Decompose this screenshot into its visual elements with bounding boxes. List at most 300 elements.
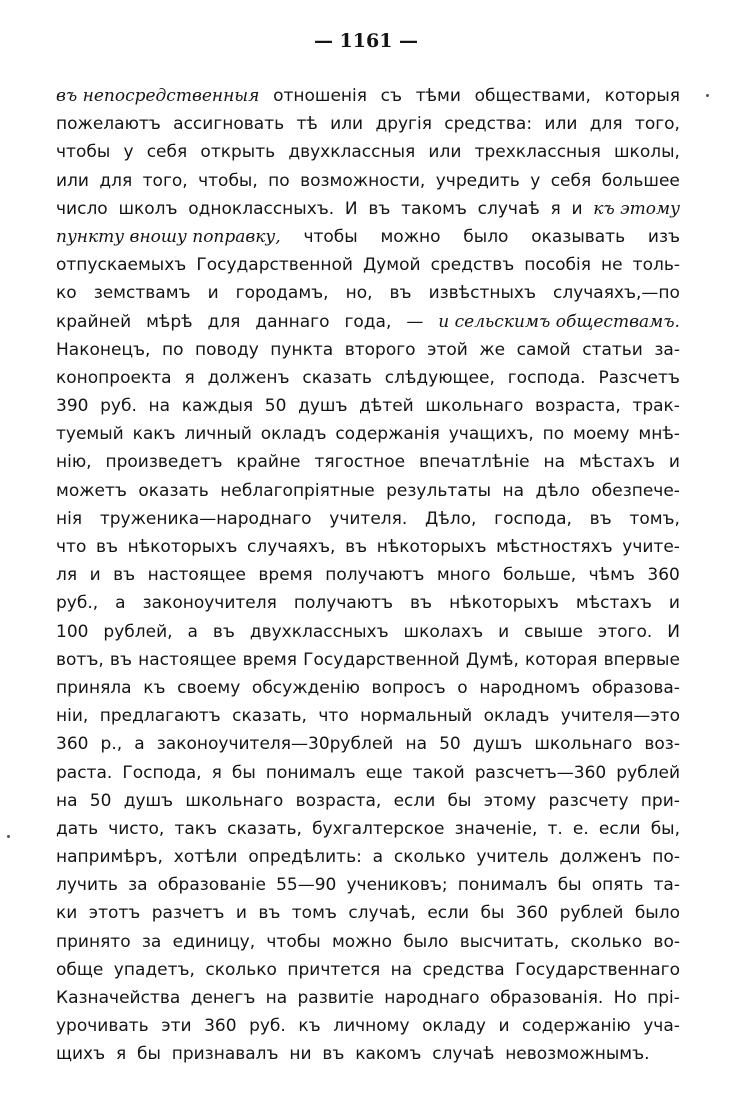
word: 360 xyxy=(515,903,549,924)
word: законоучителя—30рублей xyxy=(156,734,394,755)
word: второго xyxy=(344,339,416,360)
word: 360 xyxy=(56,734,89,755)
word: настоящее xyxy=(138,649,237,670)
word: пособія xyxy=(524,255,591,276)
word: тѣми xyxy=(415,86,461,106)
word: Государственнаго xyxy=(515,959,680,980)
body-text xyxy=(56,82,680,1069)
word: или xyxy=(56,170,89,191)
word: содержанія xyxy=(335,424,440,445)
word: извѣстныхъ xyxy=(428,283,536,304)
word: опять xyxy=(591,875,644,896)
word: бы xyxy=(137,1044,161,1065)
word: и xyxy=(207,283,219,304)
word: лучить xyxy=(56,875,118,896)
word: ніи, xyxy=(56,706,89,727)
word: чтобы xyxy=(266,931,321,952)
word: же xyxy=(479,339,506,360)
word: каждыя xyxy=(181,396,254,417)
word: результаты xyxy=(386,480,492,501)
word: больше, xyxy=(502,565,577,586)
word: сказать, xyxy=(227,818,302,839)
word: Дѣло, xyxy=(425,508,477,529)
word: настоящее xyxy=(147,565,246,586)
word: прі- xyxy=(647,988,680,1008)
word: что xyxy=(56,537,87,557)
word: возможности, xyxy=(300,170,426,191)
word: которая xyxy=(525,649,598,670)
word: въ xyxy=(258,903,281,924)
word: раста. xyxy=(56,762,113,783)
word: бы, xyxy=(650,818,680,839)
word: еще xyxy=(365,762,403,783)
word: мѣстахъ xyxy=(575,593,652,614)
word: для xyxy=(99,170,133,191)
word: ки xyxy=(56,903,78,924)
word: средства xyxy=(422,959,505,980)
word: себя xyxy=(146,142,188,163)
word: моему xyxy=(573,424,630,445)
word: уча- xyxy=(643,1016,680,1037)
word: дѣтей xyxy=(359,396,414,417)
word: этого. xyxy=(597,621,653,642)
word: томъ xyxy=(291,903,337,924)
word: учащихъ, xyxy=(448,424,534,445)
print-speck xyxy=(706,94,709,97)
word: упадетъ, xyxy=(113,959,195,980)
word: сколько xyxy=(393,847,466,868)
word: можетъ xyxy=(56,480,127,501)
word: нію, xyxy=(56,452,92,473)
word: обще xyxy=(56,959,104,980)
word: у xyxy=(530,170,541,191)
word: нія xyxy=(56,508,83,529)
word: школахъ xyxy=(403,621,484,642)
word: обществами, xyxy=(474,86,591,106)
word: по xyxy=(161,339,184,360)
word: тѣ xyxy=(296,114,318,135)
word: хотѣли xyxy=(173,847,238,868)
word: земствамъ xyxy=(93,283,191,304)
word: у xyxy=(123,142,134,163)
word: такомъ xyxy=(401,198,467,219)
word: для xyxy=(589,114,623,135)
text-line xyxy=(56,646,680,674)
word: бы xyxy=(480,903,505,924)
word: сказать xyxy=(302,367,372,388)
word: трехклассныя xyxy=(474,142,601,163)
word: можно xyxy=(380,226,441,247)
word: щихъ xyxy=(56,1044,106,1065)
word: или xyxy=(544,114,578,135)
word: крайней xyxy=(56,311,132,332)
word: развитіе xyxy=(297,988,374,1008)
text-line xyxy=(56,308,680,336)
page-number: — 1161 — xyxy=(313,30,419,52)
word: учителя—это xyxy=(560,706,680,727)
text-line xyxy=(56,223,680,251)
word: невозможнымъ. xyxy=(505,1044,650,1065)
word: личный xyxy=(184,424,252,445)
word: за- xyxy=(654,339,680,360)
word: свыше xyxy=(524,621,583,642)
word: бы xyxy=(447,790,472,811)
word: разчетъ xyxy=(151,903,225,924)
word: чтобы xyxy=(303,226,358,247)
word: двухклассныя xyxy=(288,142,416,163)
word: ля xyxy=(56,565,78,586)
word: я xyxy=(211,762,222,783)
word: себя xyxy=(550,170,592,191)
word: что xyxy=(318,706,349,727)
word: самой xyxy=(516,339,571,360)
word: Разсчетъ xyxy=(598,367,680,388)
text-line xyxy=(56,138,680,166)
word: такъ xyxy=(174,818,218,839)
word: одноклассныхъ. xyxy=(188,198,335,219)
word: во- xyxy=(653,931,680,952)
word: по xyxy=(542,424,565,445)
word: признавалъ xyxy=(171,1044,279,1065)
word: И xyxy=(344,198,358,219)
text-line xyxy=(56,702,680,730)
word: по xyxy=(268,170,290,191)
word: содержанію xyxy=(522,1016,631,1037)
word: приняла xyxy=(56,677,132,698)
word: на xyxy=(543,452,566,473)
word: было xyxy=(634,903,680,924)
word: труженика—народнаго xyxy=(99,508,312,529)
text-line xyxy=(56,1012,680,1040)
word: окладъ xyxy=(483,706,550,727)
word: пункту вношу поправку, xyxy=(56,226,281,247)
text-line xyxy=(56,871,680,899)
word: 360 xyxy=(204,1016,237,1037)
word: образованіе xyxy=(157,875,266,896)
text-line xyxy=(56,336,680,364)
word: случаѣ xyxy=(432,1044,495,1065)
word: туемый xyxy=(56,424,124,445)
word: Думѣ, xyxy=(465,649,519,670)
word: а xyxy=(115,593,126,614)
word: и xyxy=(668,452,680,473)
print-speck xyxy=(7,835,10,838)
word: о xyxy=(457,677,468,698)
word: рублей, xyxy=(103,621,173,642)
word: какомъ xyxy=(355,1044,422,1065)
word: въ xyxy=(95,537,118,557)
word: я xyxy=(184,367,195,388)
word: большее xyxy=(601,170,680,191)
word: съ xyxy=(380,86,403,106)
word: поводу xyxy=(195,339,259,360)
word: было xyxy=(463,226,509,247)
word: за xyxy=(141,931,162,952)
word: время xyxy=(258,565,313,586)
word: долженъ xyxy=(207,367,290,388)
word: не xyxy=(601,255,623,276)
word: двухклассныхъ xyxy=(249,621,389,642)
word: — xyxy=(406,311,424,332)
text-line xyxy=(56,787,680,815)
word: обезпече- xyxy=(591,480,680,501)
word: чтобы xyxy=(56,142,111,163)
word: господа. xyxy=(507,367,586,388)
text-line xyxy=(56,674,680,702)
word: въ xyxy=(212,621,235,642)
word: томъ, xyxy=(629,508,680,529)
word: причтется xyxy=(287,959,381,980)
word: дѣло xyxy=(535,480,580,501)
word: а xyxy=(134,734,145,755)
text-line xyxy=(56,279,680,307)
word: рублей xyxy=(559,903,624,924)
word: въ xyxy=(109,649,132,670)
word: нѣкоторыхъ xyxy=(376,537,487,557)
word: и сельскимъ обществамъ. xyxy=(438,311,680,332)
word: учениковъ; xyxy=(346,875,448,896)
word: мѣстахъ xyxy=(578,452,655,473)
word: другія xyxy=(375,114,432,135)
word: воз- xyxy=(644,734,680,755)
word: значеніе, xyxy=(454,818,538,839)
word: года, xyxy=(344,311,392,332)
word: и xyxy=(89,565,101,586)
word: можно xyxy=(331,931,392,952)
word: этотъ xyxy=(88,903,141,924)
word: понималъ xyxy=(265,762,356,783)
word: городамъ, xyxy=(235,283,329,304)
word: случаѣ xyxy=(477,198,540,219)
text-line xyxy=(56,561,680,589)
word: а xyxy=(372,847,384,868)
word: законоучителя xyxy=(142,593,277,614)
text-line xyxy=(56,420,680,448)
word: а xyxy=(187,621,198,642)
word: обсужденію xyxy=(251,677,360,698)
word: предлагаютъ xyxy=(99,706,221,727)
word: я xyxy=(115,1044,127,1065)
word: которыя xyxy=(604,86,680,106)
word: 50 xyxy=(264,396,287,417)
word: господа, xyxy=(494,508,572,529)
word: въ xyxy=(345,537,368,557)
word: пункта xyxy=(270,339,334,360)
word: мѣрѣ xyxy=(146,311,193,332)
word: 360 xyxy=(647,565,680,586)
word: нѣкоторыхъ xyxy=(449,593,559,614)
word: въ xyxy=(389,283,412,304)
word: отношенія xyxy=(273,86,367,106)
word: своему xyxy=(177,677,241,698)
word: 55—90 xyxy=(276,875,337,896)
word: въ xyxy=(589,508,612,529)
word: впечатлѣніе xyxy=(419,452,530,473)
word: р., xyxy=(100,734,123,755)
word: получаютъ xyxy=(293,593,394,614)
word: школьнаго xyxy=(534,734,633,755)
word: школы, xyxy=(614,142,680,163)
word: число xyxy=(56,198,108,219)
word: денегъ xyxy=(190,988,256,1008)
word: т. xyxy=(547,818,563,839)
word: мнѣ- xyxy=(638,424,680,445)
word: въ xyxy=(368,198,391,219)
word: неблагопріятные xyxy=(220,480,375,501)
word: сколько xyxy=(205,959,277,980)
text-line xyxy=(56,899,680,927)
word: въ xyxy=(410,593,433,614)
word: мѣстностяхъ xyxy=(496,537,613,557)
text-line xyxy=(56,251,680,279)
word: произведетъ xyxy=(105,452,223,473)
word: случаяхъ, xyxy=(247,537,336,557)
word: опредѣлить: xyxy=(248,847,362,868)
word: учредить xyxy=(435,170,520,191)
word: сколько xyxy=(570,931,643,952)
word: Наконецъ, xyxy=(56,339,151,360)
word: бы xyxy=(557,875,582,896)
word: на xyxy=(390,959,413,980)
word: учитель xyxy=(476,847,549,868)
word: и xyxy=(571,198,583,219)
word: средствъ xyxy=(430,255,515,276)
word: оказать xyxy=(138,480,209,501)
word: если xyxy=(598,818,641,839)
word: средства: xyxy=(444,114,533,135)
word: Думой xyxy=(362,255,421,276)
word: чисто, xyxy=(108,818,165,839)
word: по- xyxy=(652,847,680,868)
word: или xyxy=(330,114,364,135)
word: высчитать, xyxy=(459,931,560,952)
word: нѣкоторыхъ xyxy=(127,537,238,557)
word: впервые xyxy=(603,649,680,670)
text-line xyxy=(56,843,680,871)
word: много xyxy=(436,565,491,586)
word: къ xyxy=(143,677,166,698)
word: на xyxy=(405,734,427,755)
word: или xyxy=(428,142,462,163)
word: возраста, xyxy=(535,396,621,417)
text-line xyxy=(56,589,680,617)
text-line xyxy=(56,759,680,787)
word: было xyxy=(403,931,449,952)
word: личному xyxy=(333,1016,410,1037)
word: рублей xyxy=(616,762,680,783)
word: нормальный xyxy=(360,706,473,727)
word: ассигновать xyxy=(173,114,285,135)
word: къ xyxy=(298,1016,321,1037)
word: сказать, xyxy=(232,706,307,727)
word: душъ xyxy=(472,734,523,755)
word: школьнаго xyxy=(425,396,524,417)
word: на xyxy=(56,790,78,811)
word: въ непосредственныя xyxy=(56,86,260,106)
text-line xyxy=(56,730,680,758)
text-line xyxy=(56,82,680,110)
word: руб., xyxy=(56,593,99,614)
word: случаяхъ,—по xyxy=(552,283,680,304)
text-line xyxy=(56,618,680,646)
word: если xyxy=(393,790,436,811)
word: душъ xyxy=(298,396,348,417)
text-line xyxy=(56,364,680,392)
word: вопросъ xyxy=(371,677,446,698)
word: народномъ xyxy=(479,677,581,698)
word: учите- xyxy=(622,537,680,557)
word: за xyxy=(128,875,148,896)
text-line xyxy=(56,815,680,843)
word: я xyxy=(550,198,561,219)
word: получаютъ xyxy=(325,565,425,586)
word: школъ xyxy=(118,198,178,219)
word: разсчету xyxy=(548,790,629,811)
word: время xyxy=(242,649,297,670)
word: на xyxy=(148,396,171,417)
word: Казначейства xyxy=(56,988,181,1008)
text-line xyxy=(56,195,680,223)
word: въ xyxy=(113,565,136,586)
word: и xyxy=(498,1016,510,1037)
word: отпускаемыхъ xyxy=(56,255,187,276)
word: на xyxy=(502,480,525,501)
word: 50 xyxy=(439,734,461,755)
word: и xyxy=(668,593,680,614)
word: понималъ xyxy=(457,875,548,896)
word: этой xyxy=(427,339,468,360)
word: того, xyxy=(142,170,188,191)
word: принято xyxy=(56,931,131,952)
word: образова- xyxy=(591,677,680,698)
word: того, xyxy=(634,114,680,135)
word: школьнаго xyxy=(185,790,284,811)
word: образованія. xyxy=(489,988,604,1008)
word: Господа, xyxy=(122,762,202,783)
word: И xyxy=(667,621,680,642)
word: эти xyxy=(161,1016,192,1037)
word: оказывать xyxy=(531,226,626,247)
word: толь- xyxy=(632,255,680,276)
word: та- xyxy=(653,875,680,896)
text-line xyxy=(56,984,680,1012)
text-line xyxy=(56,477,680,505)
word: разсчетъ—360 xyxy=(474,762,607,783)
text-line xyxy=(56,448,680,476)
word: конопроекта xyxy=(56,367,172,388)
word: къ этому xyxy=(593,198,680,219)
word: на xyxy=(265,988,288,1008)
word: и xyxy=(235,903,247,924)
word: урочивать xyxy=(56,1016,149,1037)
word: бы xyxy=(231,762,256,783)
word: крайне xyxy=(236,452,301,473)
word: Государственной xyxy=(196,255,353,276)
word: пожелаютъ xyxy=(56,114,161,135)
word: чѣмъ xyxy=(588,565,635,586)
word: руб. xyxy=(249,1016,286,1037)
word: руб. xyxy=(100,396,137,417)
word: статьи xyxy=(582,339,643,360)
word: чтобы, xyxy=(198,170,258,191)
word: слѣдующее, xyxy=(384,367,495,388)
word: если xyxy=(427,903,470,924)
word: даннаго xyxy=(255,311,330,332)
word: ни xyxy=(289,1044,312,1065)
word: напримѣръ, xyxy=(56,847,163,868)
word: долженъ xyxy=(559,847,642,868)
word: трак- xyxy=(632,396,680,417)
